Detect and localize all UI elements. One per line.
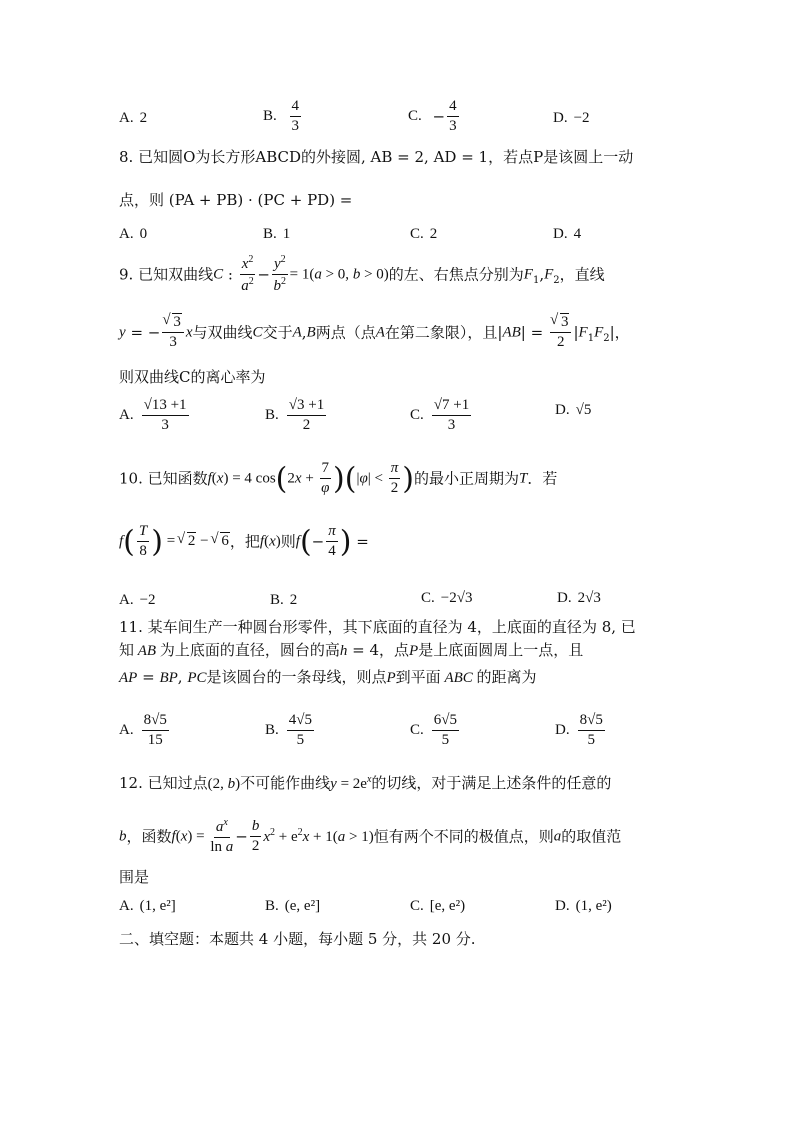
- q8-option-d: D. 4: [553, 226, 582, 242]
- q9-option-c: C. $\frac{√7 +1}{3}$: [410, 397, 470, 433]
- q11-option-c: C. $\frac{6√5}{5}$: [410, 712, 457, 748]
- q8-option-a: A. 0: [119, 226, 148, 242]
- q10-option-c: C. −2√3: [421, 590, 473, 606]
- q9-option-a: A. $\frac{√13 +1}{3}$: [119, 397, 187, 433]
- q10-line-2: f( $\frac{T}{8}$ ) = √ 2 − √ 6，把f(x)则f(− $\frac{\pi}{4}$ ) =: [119, 524, 369, 560]
- q8-line-1: 8. 已知圆O为长方形ABCD的外接圆, AB = 2, AD = 1，若点P是该圆上一动: [119, 148, 634, 166]
- q11-option-d: D. $\frac{8√5}{5}$: [555, 712, 603, 748]
- section-heading: 二、填空题：本题共 4 小题，每小题 5 分，共 20 分.: [119, 930, 476, 948]
- q8-line-2: 点，则 (PA + PB) · (PC + PD) =: [119, 191, 353, 209]
- q10-option-a: A. −2: [119, 592, 156, 608]
- q9-option-b: B. $\frac{√3 +1}{2}$: [265, 397, 325, 433]
- q10-option-b: B. 2: [270, 592, 298, 608]
- q7-option-a: A. 2: [119, 110, 148, 126]
- q7-option-c: C. − $\frac{4}{3}$: [408, 98, 457, 134]
- q12-option-c: C. [e, e²): [410, 898, 466, 914]
- q7-option-b: B. $\frac{4}{3}$: [263, 98, 300, 134]
- q11-option-b: B. $\frac{4√5}{5}$: [265, 712, 312, 748]
- q8-option-b: B. 1: [263, 226, 291, 242]
- q8-option-c: C. 2: [410, 226, 438, 242]
- q12-line-1: 12. 已知过点(2, b)不可能作曲线$y = 2e^x$的切线，对于满足上述条件的任意的: [119, 774, 612, 792]
- q11-line-1: 11. 某车间生产一种圆台形零件，其下底面的直径为 4，上底面的直径为 8, 已: [119, 618, 636, 636]
- q12-option-a: A. (1, e²]: [119, 898, 176, 914]
- q9-line-3: 则双曲线C的离心率为: [119, 368, 266, 386]
- q9-line-1: 9. 已知双曲线C : $\frac{x^2}{a^2}$ − $\frac{y^2}{b^2}$ = 1(a > 0, b > 0)的左、右焦点分别为$F_1,F_2$，直线: [119, 254, 605, 294]
- q12-line-2: b，函数f(x) = $\frac{a^x}{\text{ln a}}$ − $\frac{b}{2}$ $x^2 + e^2x + 1(a > 1)$恒有两个不同的极值点，则a的取值范: [119, 817, 622, 855]
- q10-line-1: 10. 已知函数f(x) = 4 cos(2x + $\frac{7}{\varphi}$ )(|φ| < $\frac{\pi}{2}$ )的最小正周期为T．若: [119, 460, 558, 497]
- q9-option-d: D. √5: [555, 402, 592, 418]
- q12-option-d: D. (1, e²): [555, 898, 612, 914]
- q11-line-2: 知 AB 为上底面的直径，圆台的高h = 4，点P是上底面圆周上一点，且: [119, 641, 584, 659]
- q7-option-d: D. −2: [553, 110, 590, 126]
- q12-line-3: 围是: [119, 868, 150, 886]
- q9-line-2: y = − √ $\frac{3}{3}$ x与双曲线C交于A,B两点（点A在第二象限），且|AB| = √ $\frac{3}{2}$ $|F_1F_2|$，: [119, 315, 630, 351]
- q11-line-3: AP = BP, PC是该圆台的一条母线，则点P到平面 ABC 的距离为: [119, 668, 537, 686]
- q12-option-b: B. (e, e²]: [265, 898, 321, 914]
- q11-option-a: A. $\frac{8√5}{15}$: [119, 712, 167, 748]
- q10-option-d: D. 2√3: [557, 590, 601, 606]
